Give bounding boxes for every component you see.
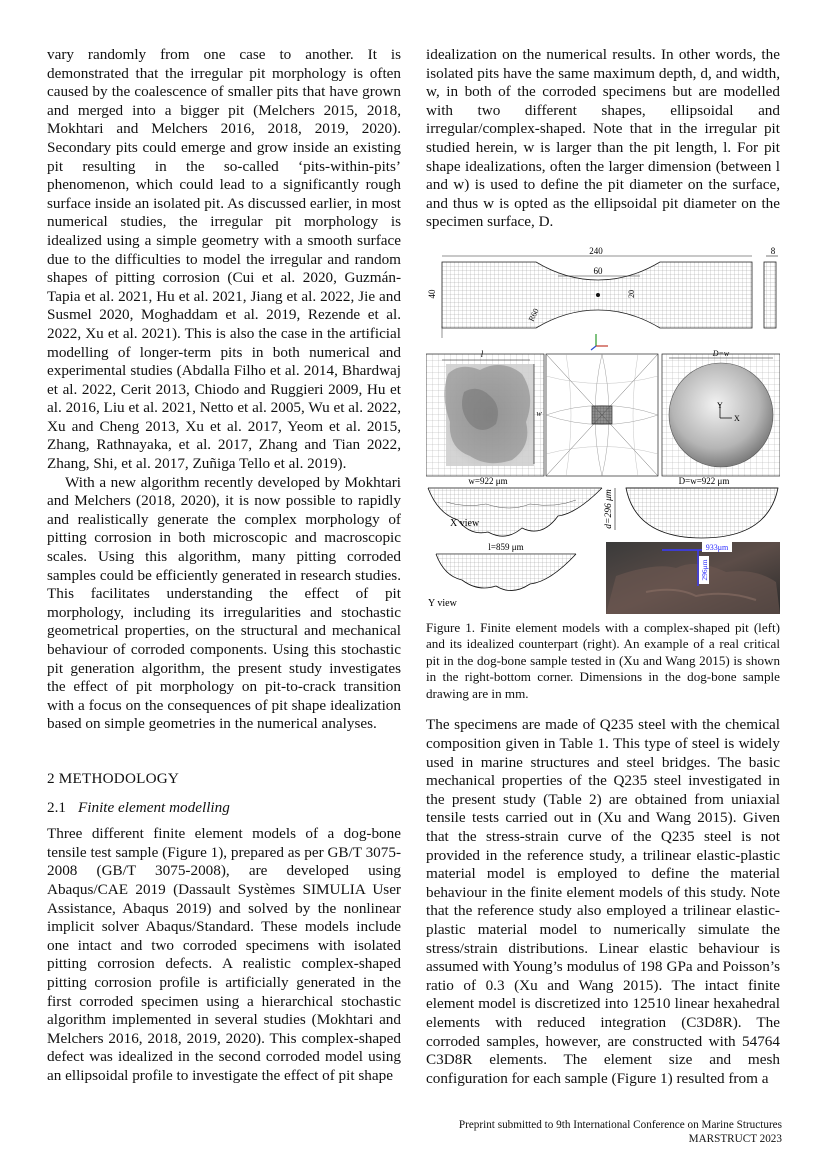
dim-40: 40: [427, 289, 437, 299]
axis-y-label: Y: [717, 400, 723, 410]
center-transition-mesh: [546, 354, 658, 476]
left-column: [47, 46, 401, 1085]
label-D922: D=w=922 μm: [678, 475, 730, 486]
subsection-title: Finite element modelling: [77, 798, 230, 816]
ellipsoidal-pit-model: [662, 349, 780, 476]
figure-1-graphic: [426, 246, 780, 614]
real-pit-photo: [606, 542, 780, 614]
figure-1: [426, 246, 780, 614]
dim-8: 8: [770, 245, 776, 256]
page-footer: [402, 1118, 782, 1146]
body-paragraph: Three different finite element models of a dog-bone tensile test sample (Figure 1), prepared as per GB/T 3075-2008 (GB/T 3075-2008), are developed using Abaqus/CAE 2019 (Dassault Systèmes SIMULIA User Assistance, Abaqus 2019) and solved by the nonlinear implicit solver Abaqus/Standard. These models include one intact and two corroded specimens with isolated pitting corrosion defects. A realistic complex-shaped pitting corrosion profile is artificially generated in the first corroded specimen using a hierarchical stochastic algorithm implemented in several studies (Mokhtari and Melchers 2016, 2018, 2019, 2020). This complex-shaped defect was idealized in the second corroded model using an ellipsoidal profile to investigate the effect of pit shape: [47, 825, 401, 1084]
dim-60: 60: [593, 265, 603, 276]
body-paragraph: With a new algorithm recently developed by Mokhtari and Melchers (2018, 2020), it is now possible to rapidly and realistically generate the complex morphology of pitting corrosion in both microscopic and macroscopic scales. Using this algorithm, many pitting corroded samples could be efficiently generated in research studies. This facilitates understanding the effect of pit morphology, including its irregularities and stochastic geometrical properties, on the structural and mechanical behaviour of corroded components. Using this stochastic pit generation algorithm, the present study investigates the effect of pit morphology on pit-to-crack transition with a focus on the consequences of pit shape idealization based on simple geometries in the numerical analyses.: [47, 473, 401, 733]
subsection-heading: [47, 799, 401, 818]
label-x-view: X view: [450, 517, 480, 529]
x-view-sections: [428, 476, 778, 538]
label-w922: w=922 μm: [468, 475, 508, 486]
label-296: 296μm: [700, 559, 709, 581]
section-heading: 2 METHODOLOGY: [47, 769, 180, 787]
label-933: 933μm: [705, 542, 729, 552]
complex-pit-model: [426, 349, 544, 476]
dog-bone-side-view: [764, 262, 776, 328]
axis-x-label: X: [734, 413, 740, 423]
label-y-view: Y view: [428, 597, 457, 609]
axis-triad: [591, 334, 608, 350]
label-D-eq-w: D=w: [712, 348, 730, 358]
body-paragraph: idealization on the numerical results. In other words, the isolated pits have the same maximum depth, d, and width, w, in both of the corroded specimens but are modelled with two different shapes, ellipsoidal and irregular/complex-shaped. Note that in the irregular pit studied herein, w is larger than the pit length, l. For pit shape idealizations, often the larger dimension (between l and w) is used to define the pit diameter on the surface, and thus w is opted as the ellipsoidal pit diameter on the specimen surface, D.: [426, 46, 780, 231]
footer-line: MARSTRUCT 2023: [688, 1133, 782, 1145]
label-w: w: [536, 408, 542, 418]
subsection-number: 2.1: [47, 798, 66, 816]
label-d296: d=296 μm: [604, 489, 614, 529]
label-l: l: [480, 348, 484, 359]
y-view-section: [428, 542, 576, 609]
right-column: [426, 46, 780, 1088]
footer-line: Preprint submitted to 9th International Conference on Marine Structures: [458, 1119, 782, 1131]
body-paragraph: The specimens are made of Q235 steel with the chemical composition given in Table 1. This type of steel is widely used in marine structures and steel bridges. The basic mechanical properties of the Q235 steel investigated in the present study (Table 2) are obtained from uniaxial tensile tests carried out in (Xu and Wang 2015). Given that the stress-strain curve of the Q235 steel is not provided in the reference study, a trilinear elastic-plastic material model is employed to define the material behaviour in the finite element models of this study. Note that the reference study also employed a trilinear elastic-plastic material model to numerically simulate the stress/strain distributions. Linear elastic behaviour is assumed with Young’s modulus of 198 GPa and Poisson’s ratio of 0.3 (Xu and Wang 2015). The intact finite element model is discretized into 12510 linear hexahedral elements with reduced integration (C3D8R). The corroded samples, however, are constructed with 54764 C3D8R elements. The element size and mesh configuration for each sample (Figure 1) resulted from a: [426, 716, 780, 1087]
label-l859: l=859 μm: [488, 541, 524, 552]
dog-bone-drawing: [427, 246, 778, 338]
body-paragraph: vary randomly from one case to another. It is demonstrated that the irregular pit morphology is often caused by the coalescence of smaller pits that have grown and merged into a bigger pit (Melchers 2015, 2018, Mokhtari and Melchers 2016, 2018, 2019, 2020). Secondary pits could emerge and grow inside an existing pit resulting in the so-called ‘pits-within-pits’ phenomenon, which could lead to a significantly rough surface inside an isolated pit. As discussed earlier, in most numerical studies, the irregular pit morphology is idealized using a simple geometry with a smooth surface due to the difficulties to model the irregular and random shapes of pitting corrosion (Cui et al. 2020, Guzmán-Tapia et al. 2021, Hu et al. 2021, Jiang et al. 2022, Jie and Susmel 2020, Moghaddam et al. 2019, Rezende et al. 2022, Xu et al. 2021). This is also the case in the artificial modelling of longer-term pits in both numerical and experimental studies (Abdalla Filho et al. 2014, Bhardwaj et al. 2022, Cerit 2013, Chiodo and Ruggieri 2009, Hu et al. 2016, Liu et al. 2021, Netto et al. 2005, Wu et al. 2022, Xu and Cheng 2013, Xu et al. 2017, Yeom et al. 2015, Zhang, Rathnayaka, et al. 2017, Zhang and Tian 2022, Zhang, Shi, et al. 2017, Zuñiga Tello et al. 2019).: [47, 46, 401, 473]
dim-240: 240: [589, 245, 603, 256]
figure-caption: Figure 1. Finite element models with a complex-shaped pit (left) and its idealized counterpart (right). An example of a real critical pit in the dog-bone sample tested in (Xu and Wang 2015) is shown in the right-bottom corner. Dimensions in the dog-bone sample drawing are in mm.: [426, 619, 780, 701]
